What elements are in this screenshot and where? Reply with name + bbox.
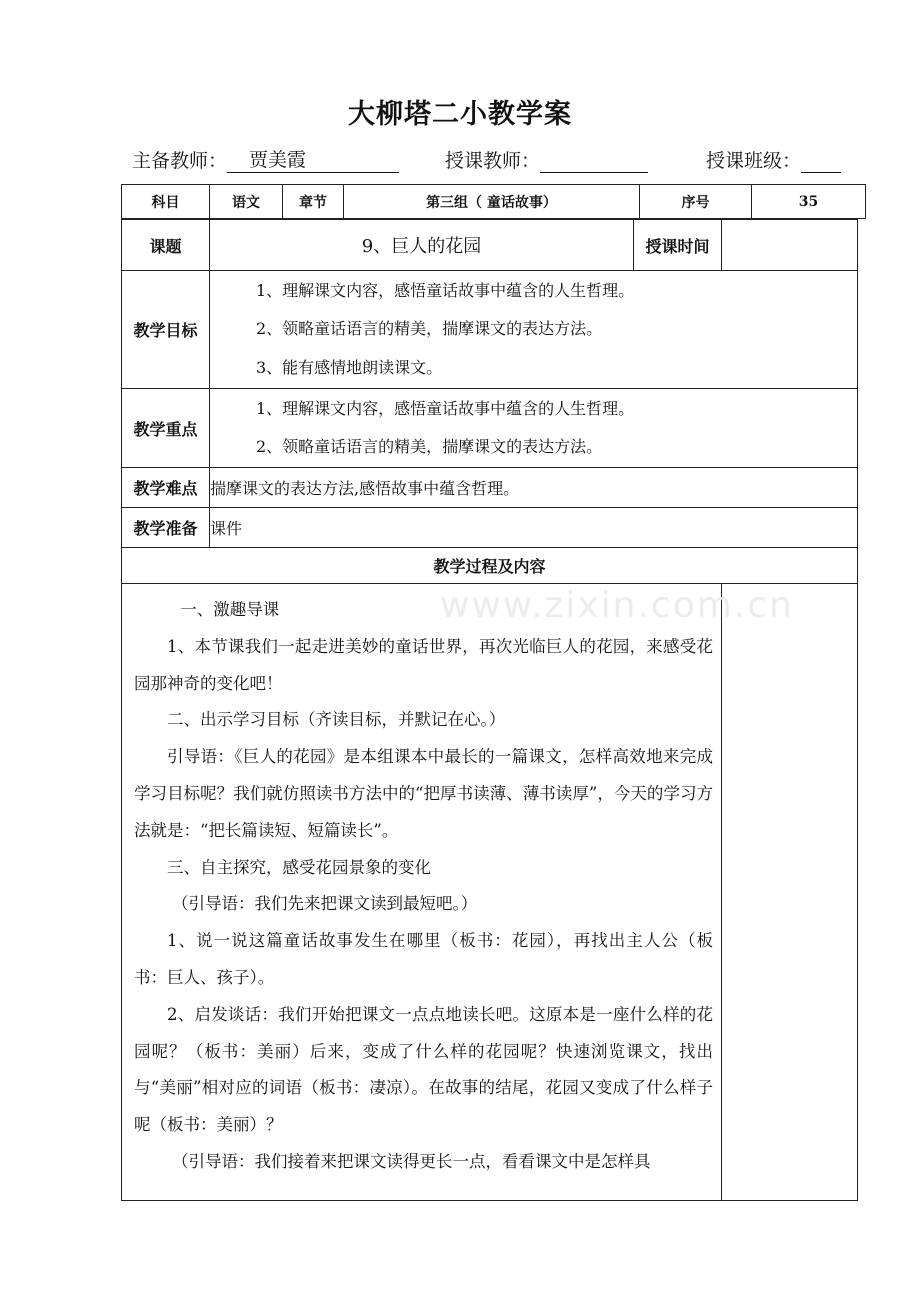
teaching-teacher-field: [445, 146, 648, 173]
difficulty-value: 揣摩课文的表达方法,感悟故事中蕴含哲理。: [210, 468, 858, 508]
process-paragraph: 引导语：《巨人的花园》是本组课本中最长的一篇课文，怎样高效地来完成学习目标呢？我们就仿照读书方法中的“把厚书读薄、薄书读厚”，今天的学习方法就是：“把长篇读短、短篇读长”。: [134, 747, 714, 840]
goal-item: 3、能有感情地朗读课文。: [256, 357, 443, 377]
difficulty-row: [122, 468, 858, 508]
process-content: [122, 584, 722, 1201]
goals-row: [122, 271, 858, 389]
main-teacher-label: 主备教师：: [132, 150, 228, 172]
key-points-content: [210, 389, 858, 468]
key-points-row: [122, 389, 858, 468]
goal-item: 2、领略童话语言的精美，揣摩课文的表达方法。: [256, 319, 603, 339]
seq-label: 序号: [640, 185, 752, 219]
preparation-value: 课件: [210, 508, 858, 548]
process-paragraph: 2、启发谈话：我们开始把课文一点点地读长吧。这原本是一座什么样的花园呢？（板书：美丽）后来，变成了什么样的花园呢？快速浏览课文，找出与“美丽”相对应的词语（板书：凄凉）。在故事的结尾，花园又变成了什么样子呢（板书：美丽）？: [134, 1004, 714, 1135]
teacher-info-line: [132, 146, 862, 176]
topic-row: [122, 220, 858, 271]
seq-value: 35: [752, 185, 866, 219]
process-title: 教学过程及内容: [122, 548, 858, 584]
lesson-plan-table: [121, 219, 858, 1201]
chapter-label: 章节: [283, 185, 344, 219]
process-title-row: [122, 548, 858, 584]
goal-item: 1、理解课文内容，感悟童话故事中蕴含的人生哲理。: [256, 280, 635, 300]
class-value: [801, 148, 841, 173]
main-teacher-value: [227, 148, 399, 173]
main-teacher-field: [132, 146, 399, 173]
difficulty-label: 教学难点: [122, 468, 210, 508]
header-row-table: [121, 184, 866, 219]
teaching-teacher-label: 授课教师：: [445, 150, 541, 172]
preparation-label: 教学准备: [122, 508, 210, 548]
process-paragraph: 1、本节课我们一起走进美妙的童话世界，再次光临巨人的花园，来感受花园那神奇的变化吧！: [134, 636, 714, 693]
process-paragraph: 一、激趣导课: [180, 600, 280, 619]
time-value: [722, 220, 858, 271]
topic-label: 课题: [122, 220, 210, 271]
process-paragraph: （引导语：我们先来把课文读到最短吧。）: [171, 894, 478, 914]
process-body-row: [122, 584, 858, 1201]
process-notes-column: [722, 584, 858, 1201]
main-teacher-name: 贾美霞: [249, 149, 307, 171]
teaching-teacher-value: [540, 148, 648, 173]
time-label: 授课时间: [634, 220, 722, 271]
process-paragraph: 三、自主探究，感受花园景象的变化: [167, 857, 431, 877]
class-label: 授课班级：: [706, 150, 802, 172]
process-paragraph: （引导语：我们接着来把课文读得更长一点，看看课文中是怎样具: [171, 1151, 651, 1171]
watermark: www.zixin.com.cn: [440, 585, 794, 626]
class-field: [706, 146, 841, 173]
process-paragraph: 二、出示学习目标（齐读目标，并默记在心。）: [167, 710, 506, 730]
process-paragraph: 1、说一说这篇童话故事发生在哪里（板书：花园），再找出主人公（板书：巨人、孩子）。: [134, 931, 714, 987]
goals-label: 教学目标: [122, 271, 210, 389]
subject-value: 语文: [210, 185, 283, 219]
goals-content: [210, 271, 858, 389]
key-points-label: 教学重点: [122, 389, 210, 468]
chapter-value: 第三组（ 童话故事）: [344, 185, 640, 219]
subject-label: 科目: [122, 185, 210, 219]
key-point-item: 1、理解课文内容，感悟童话故事中蕴含的人生哲理。: [256, 398, 635, 418]
preparation-row: [122, 508, 858, 548]
topic-value: 9、巨人的花园: [210, 220, 634, 271]
key-point-item: 2、领略童话语言的精美，揣摩课文的表达方法。: [256, 437, 603, 456]
document-title: 大柳塔二小教学案: [348, 99, 572, 130]
